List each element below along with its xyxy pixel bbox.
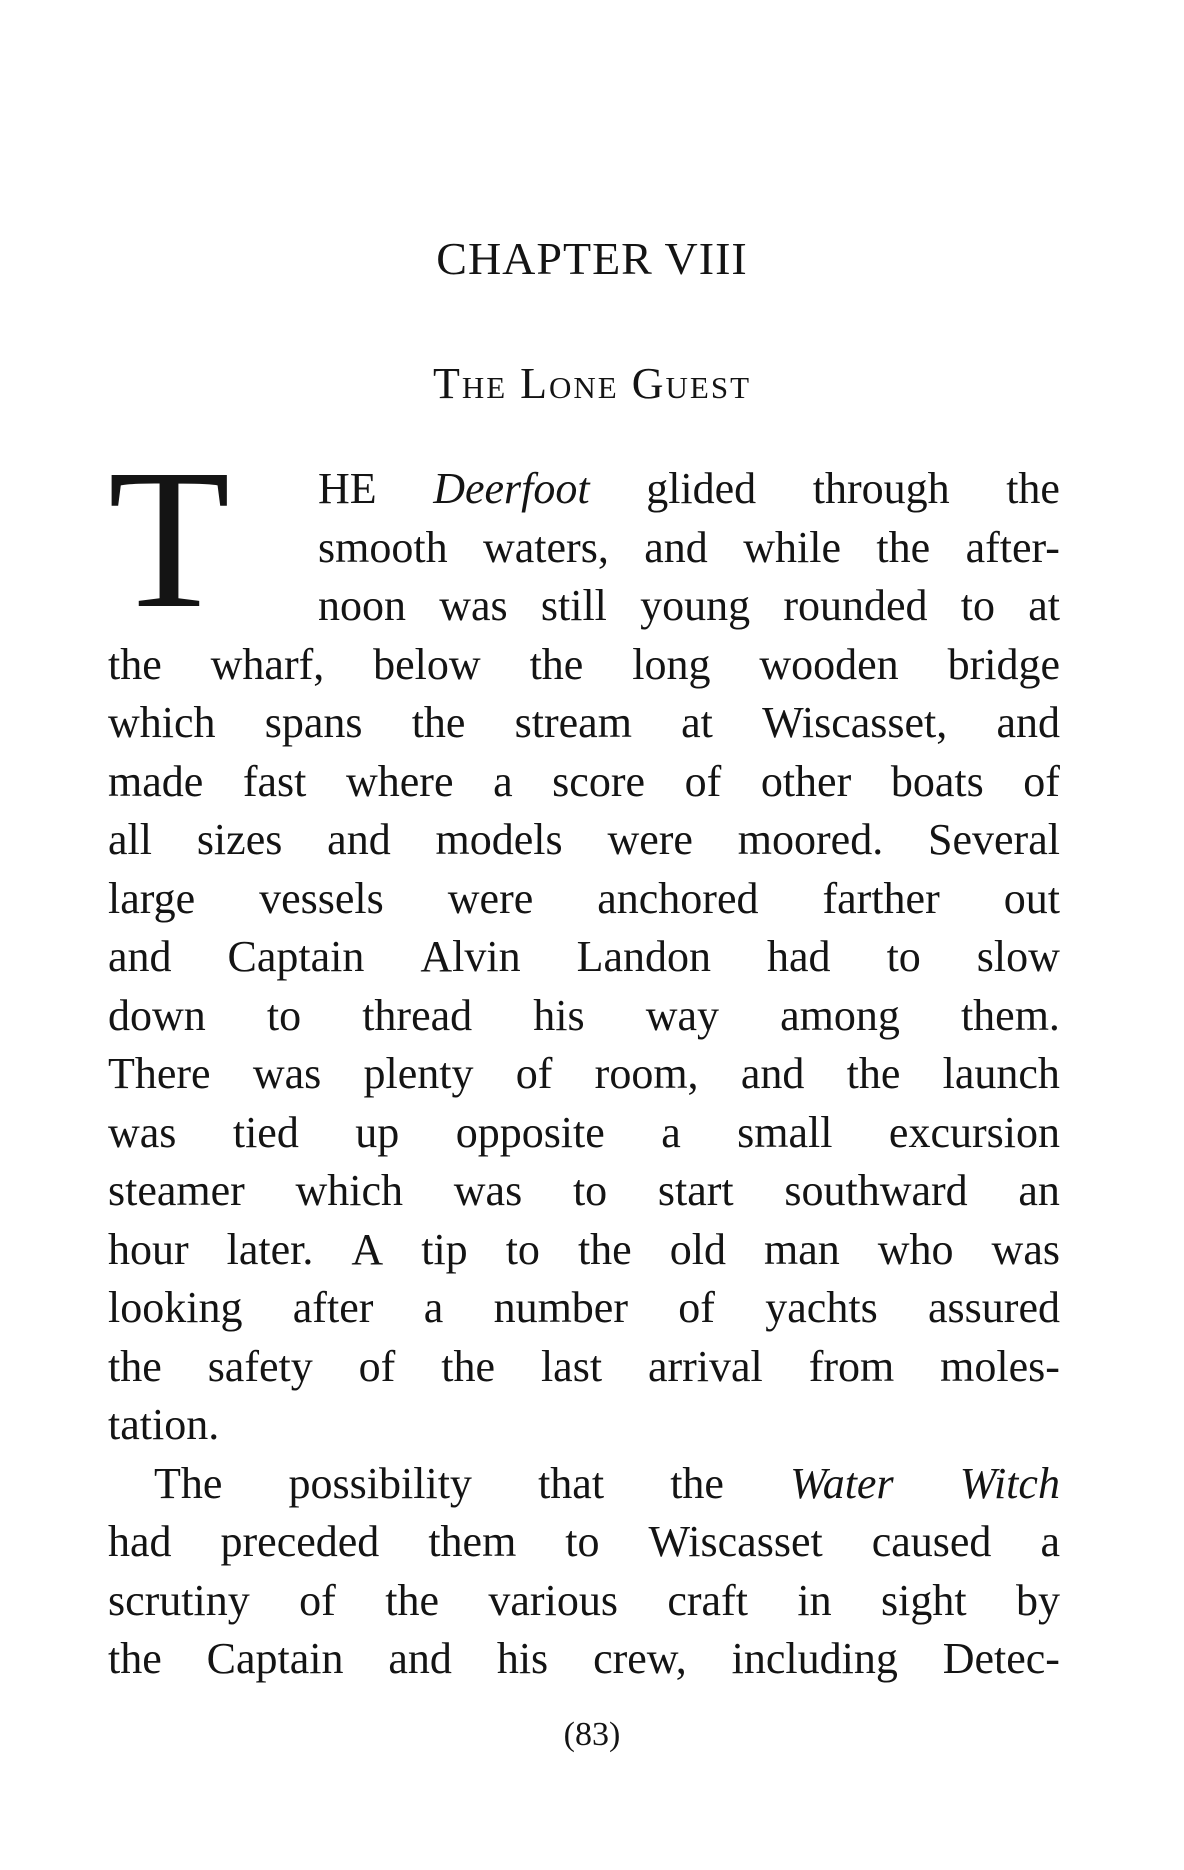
word: waters, (483, 522, 609, 572)
word: made (108, 756, 204, 806)
word: hour (108, 1224, 189, 1274)
word: among (780, 990, 900, 1040)
word: the (529, 639, 584, 689)
word: Wiscasset (648, 1517, 823, 1566)
word: later. (226, 1224, 314, 1274)
word: young (640, 581, 751, 630)
text-line (108, 1338, 1060, 1397)
word: craft (667, 1575, 748, 1625)
word: to (505, 1224, 540, 1274)
word: had (108, 1517, 172, 1566)
word: of (299, 1575, 336, 1625)
text-line (108, 577, 1060, 636)
word: tation. (108, 1400, 220, 1449)
word: his (533, 990, 585, 1040)
word: moles- (940, 1341, 1060, 1391)
chapter-number: CHAPTER VIII (436, 233, 748, 284)
text-line (108, 519, 1060, 578)
text-line (108, 1396, 1060, 1455)
chapter-body-text (108, 429, 1060, 1689)
word: Wiscasset, (762, 698, 948, 747)
word: in (797, 1575, 832, 1625)
text-line (108, 811, 1060, 870)
text-line (108, 1455, 1060, 1514)
word: of (1023, 756, 1060, 806)
word: the (670, 1458, 724, 1508)
word: arrival (647, 1341, 763, 1391)
word: bridge (947, 639, 1060, 689)
word: Landon (576, 932, 712, 981)
word: had (767, 932, 831, 981)
word: of (358, 1341, 396, 1391)
word: Alvin (420, 932, 521, 981)
word: opposite (455, 1107, 605, 1157)
word: while (743, 522, 841, 572)
word: There (108, 1049, 211, 1098)
text-line (108, 1221, 1060, 1280)
text-line (108, 1045, 1060, 1104)
word: score (552, 756, 646, 806)
word: way (645, 990, 719, 1040)
word: the (411, 698, 466, 747)
word: farther (822, 873, 940, 923)
word: caused (871, 1517, 992, 1566)
text-line (108, 1162, 1060, 1221)
word: the (108, 639, 162, 689)
word: and (644, 522, 708, 572)
word: number (493, 1283, 628, 1332)
word: preceded (220, 1517, 380, 1566)
word: Detec- (942, 1634, 1060, 1683)
word: was (252, 1049, 322, 1098)
word: looking (108, 1283, 243, 1332)
word: long (632, 639, 711, 689)
text-line (108, 460, 1060, 519)
word: at (1028, 581, 1060, 630)
word: possibility (288, 1458, 472, 1508)
word: and (327, 815, 391, 864)
word: models (435, 815, 563, 864)
word: which (295, 1166, 404, 1215)
text-line (108, 1104, 1060, 1163)
word: moored. (737, 815, 884, 864)
word: out (1003, 873, 1060, 923)
word: steamer (108, 1166, 245, 1215)
word: after- (965, 522, 1060, 572)
word: the (108, 1634, 162, 1683)
text-line (108, 870, 1060, 929)
word: Several (928, 815, 1060, 864)
word: from (808, 1341, 895, 1391)
word: room, (594, 1049, 699, 1098)
word: to (886, 932, 921, 981)
text-line (108, 636, 1060, 695)
text-line (108, 1572, 1060, 1631)
word: an (1018, 1166, 1060, 1215)
word: by (1015, 1575, 1060, 1625)
word: the (577, 1224, 632, 1274)
word: which (108, 698, 216, 747)
word: the (846, 1049, 901, 1098)
word: safety (207, 1341, 313, 1391)
word: large (108, 873, 196, 923)
word: vessels (259, 873, 384, 923)
word: were (447, 873, 534, 923)
word: a (661, 1107, 681, 1157)
word: crew, (593, 1634, 687, 1683)
text-line (108, 928, 1060, 987)
word: the (108, 1341, 162, 1391)
word: start (657, 1166, 734, 1215)
word: stream (514, 698, 632, 747)
word: Captain (227, 932, 365, 981)
word: HE (318, 464, 377, 513)
text-line (108, 987, 1060, 1046)
page-number: (83) (563, 1716, 621, 1753)
word: wooden (759, 639, 899, 689)
word: was (453, 1166, 523, 1215)
word: launch (942, 1049, 1060, 1098)
word: fast (242, 756, 307, 806)
word: the (876, 522, 931, 572)
word: to (266, 990, 302, 1040)
word: Captain (206, 1634, 344, 1683)
word: and (388, 1634, 452, 1683)
word: sight (880, 1575, 967, 1625)
word: at (681, 698, 713, 747)
word: and (108, 932, 172, 981)
word: including (731, 1634, 898, 1683)
word: to (565, 1517, 600, 1566)
word: southward (784, 1166, 968, 1215)
word: A (351, 1224, 384, 1274)
word: thread (362, 990, 473, 1040)
word: plenty (363, 1049, 474, 1098)
word: noon (318, 581, 406, 630)
word: of (684, 756, 722, 806)
word: where (345, 756, 454, 806)
word: down (108, 990, 206, 1040)
text-line (108, 1279, 1060, 1338)
word: the (1006, 464, 1060, 513)
word: below (373, 639, 481, 689)
word: a (1040, 1517, 1060, 1566)
word: other (760, 756, 852, 806)
word: excursion (888, 1107, 1060, 1157)
word: and (740, 1049, 805, 1098)
word: yachts (765, 1283, 878, 1332)
word: Water (790, 1458, 894, 1508)
word: of (515, 1049, 553, 1098)
word: was (108, 1107, 177, 1157)
word: man (763, 1224, 840, 1274)
word: wharf, (210, 639, 325, 689)
word: that (538, 1458, 605, 1508)
word: still (540, 581, 607, 630)
chapter-title: The Lone Guest (432, 359, 752, 408)
word: his (496, 1634, 549, 1683)
word: to (572, 1166, 608, 1215)
word: through (812, 464, 950, 513)
word: Witch (959, 1458, 1060, 1508)
text-line (108, 753, 1060, 812)
word: to (960, 581, 995, 630)
word: glided (646, 464, 757, 513)
word: after (292, 1283, 374, 1332)
word: small (737, 1107, 833, 1157)
word: and (996, 698, 1060, 747)
word: were (607, 815, 693, 864)
drop-cap-letter: T (108, 429, 231, 650)
word: tip (421, 1224, 468, 1274)
word: a (423, 1283, 444, 1332)
word: sizes (196, 815, 283, 864)
text-line (108, 694, 1060, 753)
word: was (439, 581, 508, 630)
word: of (678, 1283, 715, 1332)
word: them (428, 1517, 517, 1566)
word: smooth (318, 522, 448, 572)
word: anchored (597, 873, 759, 923)
word: assured (928, 1283, 1060, 1332)
word: who (877, 1224, 954, 1274)
word: The (154, 1458, 223, 1508)
word: was (991, 1224, 1060, 1274)
word: boats (890, 756, 984, 806)
text-line (108, 1513, 1060, 1572)
word: up (355, 1107, 400, 1157)
word: a (493, 756, 513, 806)
word: slow (976, 932, 1060, 981)
word: the (385, 1575, 439, 1625)
word: rounded (783, 581, 928, 630)
word: various (488, 1575, 618, 1625)
word: all (108, 815, 152, 864)
word: spans (264, 698, 363, 747)
word: scrutiny (108, 1575, 250, 1625)
word: them. (960, 990, 1060, 1040)
text-line (108, 1630, 1060, 1689)
word: last (540, 1341, 603, 1391)
word: the (441, 1341, 496, 1391)
word: old (669, 1224, 726, 1274)
word: tied (232, 1107, 299, 1157)
word: Deerfoot (433, 464, 590, 513)
